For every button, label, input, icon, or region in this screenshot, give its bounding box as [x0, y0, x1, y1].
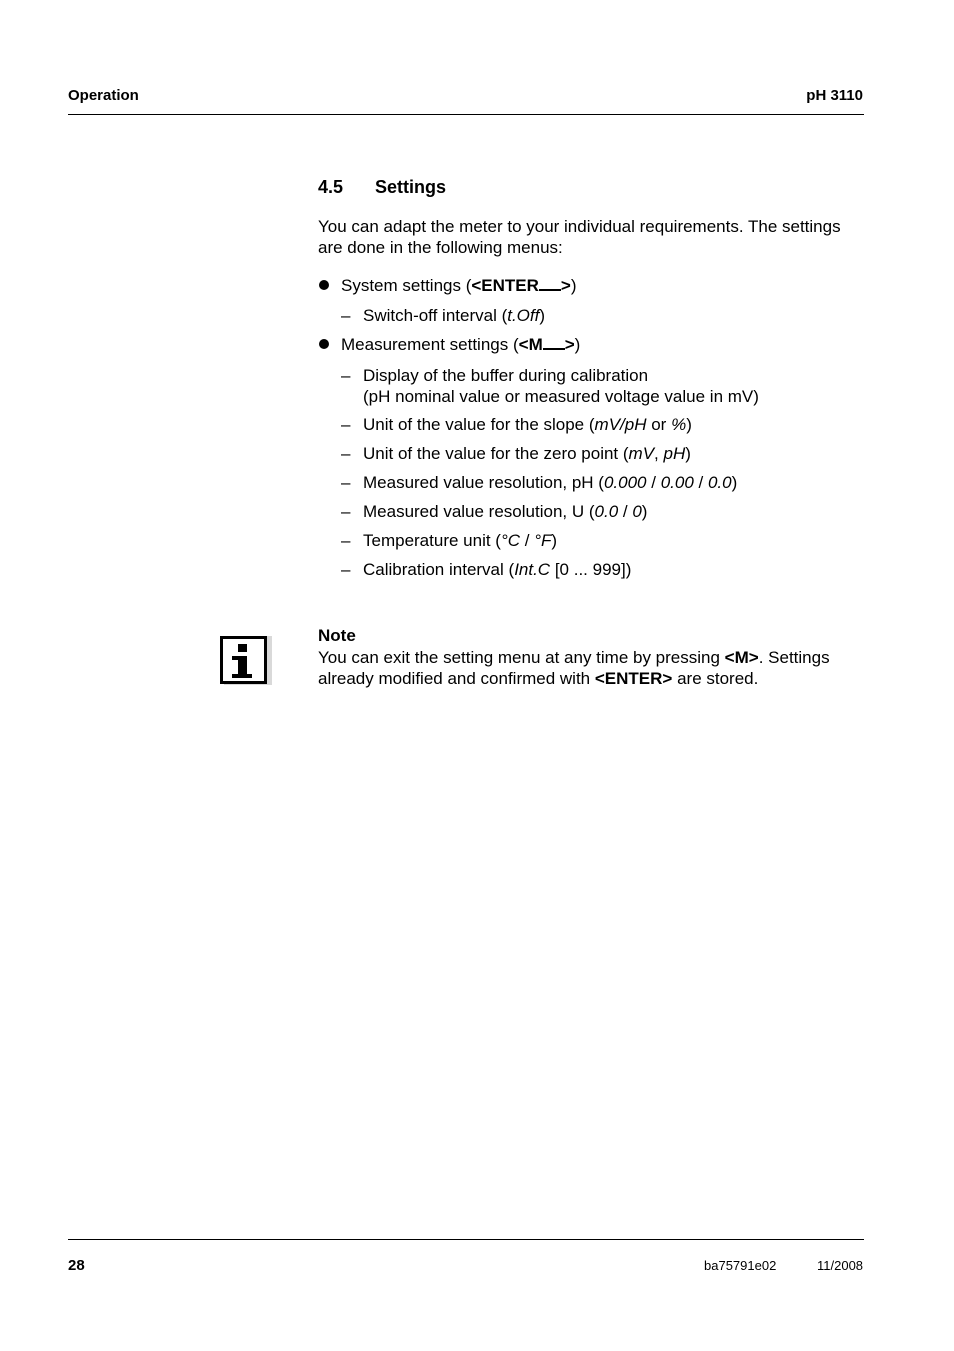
subitem-italic: 0.0: [707, 473, 732, 492]
bullet-text: System settings (: [341, 276, 472, 295]
dash-marker: –: [341, 366, 351, 385]
subitem-zero-point-unit: [363, 443, 691, 464]
bullet-measurement-settings: [341, 334, 580, 355]
note-text: [318, 647, 863, 689]
subitem-italic: 0.000: [603, 473, 647, 492]
key-enter: <ENTER: [471, 276, 539, 295]
key-m: <M>: [724, 648, 759, 667]
section-title: [318, 177, 446, 198]
bullet-suffix: ): [574, 335, 581, 354]
dash-marker: –: [341, 560, 351, 579]
subitem-sep: /: [520, 531, 535, 550]
key-m: <M: [518, 335, 543, 354]
subitem-italic: 0.0: [594, 502, 619, 521]
subitem-italic: pH: [663, 444, 686, 463]
section-heading: Settings: [375, 177, 447, 197]
section-number: 4.5: [318, 177, 344, 197]
subitem-italic: 0: [632, 502, 642, 521]
subitem-text: Unit of the value for the slope (: [363, 415, 595, 434]
key-end: >: [560, 276, 571, 295]
subitem-sep: /: [646, 473, 661, 492]
header-right: pH 3110: [806, 87, 863, 104]
subitem-end: ): [551, 531, 558, 550]
subitem-sep: ,: [654, 444, 664, 463]
subitem-line2: (pH nominal value or measured voltage value in mV): [363, 387, 759, 406]
dash-marker: –: [341, 531, 351, 550]
subitem-end: ): [685, 444, 691, 463]
subitem-sep: /: [618, 502, 633, 521]
subitem-end: ): [641, 502, 648, 521]
subitem-end: ): [539, 306, 546, 325]
note-text-part: . Settings already modified and confirmed with: [318, 648, 830, 688]
subitem-text: Temperature unit (: [363, 531, 501, 550]
subitem-text: Switch-off interval (: [363, 306, 508, 325]
subitem-text: Measured value resolution, U (: [363, 502, 595, 521]
info-icon: [220, 634, 272, 685]
key-enter: <ENTER>: [594, 669, 673, 688]
subitem-italic: mV/pH: [594, 415, 647, 434]
note-text-part: are stored.: [672, 669, 759, 688]
intro-paragraph: You can adapt the meter to your individual requirements. The settings are done in the following menus:: [318, 217, 841, 257]
subitem-italic: °C: [500, 531, 521, 550]
subitem-italic: 0.00: [660, 473, 694, 492]
subitem-text: Measured value resolution, pH (: [363, 473, 604, 492]
subitem-buffer-display: [363, 365, 759, 407]
subitem-sep: or: [646, 415, 672, 434]
bullet-suffix: ): [570, 276, 577, 295]
subitem-resolution-ph: [363, 472, 737, 493]
subitem-italic: °F: [534, 531, 552, 550]
bullet-system-settings: [341, 275, 577, 296]
bullet-text: Measurement settings (: [341, 335, 519, 354]
subitem-end: [0 ... 999]): [550, 560, 632, 579]
key-placeholder: [539, 277, 561, 291]
subitem-resolution-u: [363, 501, 647, 522]
subitem-slope-unit: [363, 414, 692, 435]
note-text-part: You can exit the setting menu at any time by pressing: [318, 648, 725, 667]
subitem-switch-off: [363, 305, 545, 326]
note-title: Note: [318, 626, 356, 645]
key-end: >: [564, 335, 575, 354]
header-left: Operation: [68, 87, 139, 104]
subitem-italic: %: [671, 415, 687, 434]
subitem-italic: Int.C: [514, 560, 551, 579]
dash-marker: –: [341, 473, 351, 492]
dash-marker: –: [341, 502, 351, 521]
subitem-calibration-interval: [363, 559, 631, 580]
subitem-text: Calibration interval (: [363, 560, 515, 579]
document-id: ba75791e02: [704, 1258, 777, 1273]
document-date: 11/2008: [817, 1258, 864, 1273]
bullet-dot: [319, 280, 329, 290]
header-rule: [68, 114, 864, 115]
dash-marker: –: [341, 306, 351, 325]
key-placeholder: [543, 336, 565, 350]
subitem-sep: /: [693, 473, 708, 492]
subitem-end: ): [731, 473, 738, 492]
subitem-temperature-unit: [363, 530, 557, 551]
subitem-text: Unit of the value for the zero point (: [363, 444, 629, 463]
dash-marker: –: [341, 415, 351, 434]
footer-rule: [68, 1239, 864, 1240]
subitem-line1: Display of the buffer during calibration: [363, 366, 649, 385]
subitem-italic: mV: [628, 444, 655, 463]
bullet-dot: [319, 339, 329, 349]
page-number: 28: [68, 1257, 85, 1274]
dash-marker: –: [341, 444, 351, 463]
subitem-italic: t.Off: [507, 306, 540, 325]
subitem-end: ): [686, 415, 692, 434]
